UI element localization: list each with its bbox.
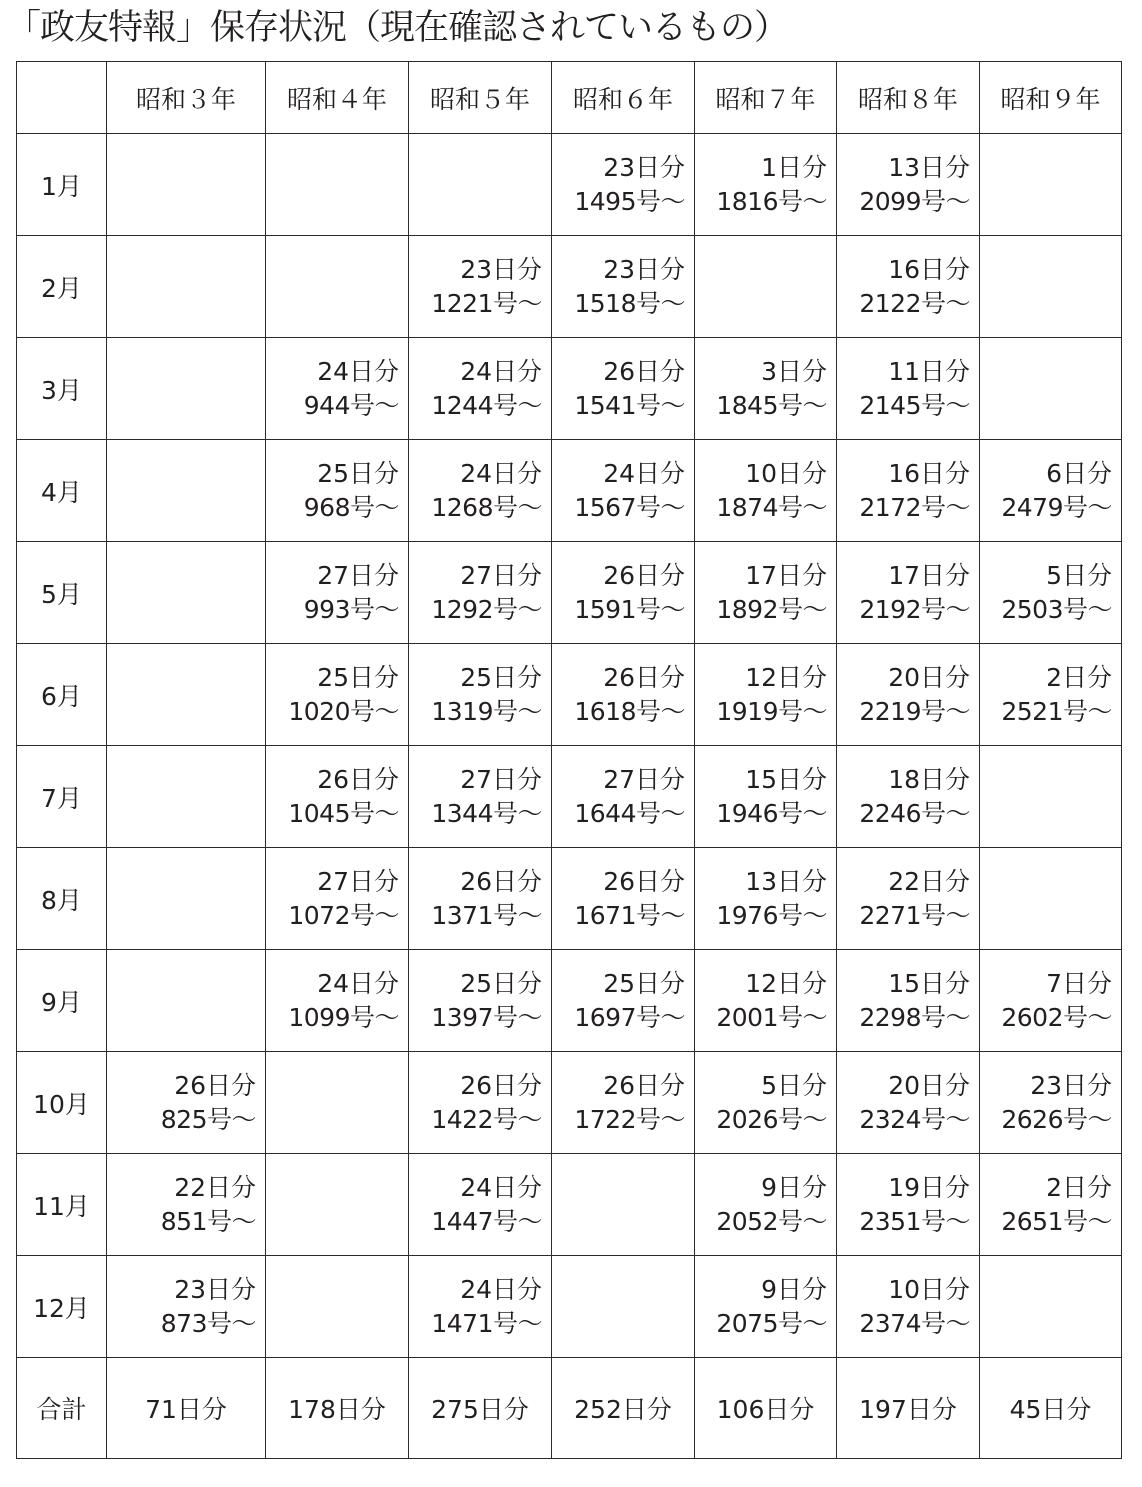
table-row: [17, 338, 1122, 440]
table-cell: [552, 134, 695, 236]
table-cell: [695, 1256, 837, 1358]
year-header-showa-5: 昭和５年: [409, 62, 552, 134]
days-count: 10日分: [888, 1274, 970, 1304]
table-cell: [837, 236, 980, 338]
days-count: 5日分: [761, 1070, 827, 1100]
days-count: 26日分: [317, 764, 399, 794]
days-count: 26日分: [603, 662, 685, 692]
days-count: 27日分: [317, 866, 399, 896]
days-count: 26日分: [603, 866, 685, 896]
issue-number: 2246号〜: [859, 798, 970, 828]
year-header-showa-7: 昭和７年: [695, 62, 837, 134]
table-cell: [695, 848, 837, 950]
days-count: 27日分: [460, 764, 542, 794]
table-cell: [266, 440, 409, 542]
issue-number: 2219号〜: [859, 696, 970, 726]
corner-cell: [17, 62, 107, 134]
days-count: 24日分: [460, 1274, 542, 1304]
total-showa-9: 45日分: [980, 1358, 1122, 1459]
days-count: 27日分: [603, 764, 685, 794]
month-label: 5月: [17, 542, 107, 644]
table-row: [17, 440, 1122, 542]
table-cell: [980, 542, 1122, 644]
issue-number: 1422号〜: [431, 1104, 542, 1134]
header-row: [17, 62, 1122, 134]
issue-number: 1976号〜: [716, 900, 827, 930]
days-count: 3日分: [761, 356, 827, 386]
table-cell: [552, 236, 695, 338]
table-row: [17, 644, 1122, 746]
days-count: 27日分: [317, 560, 399, 590]
year-header-showa-3: 昭和３年: [107, 62, 266, 134]
issue-number: 2503号〜: [1001, 594, 1112, 624]
issue-number: 2172号〜: [859, 492, 970, 522]
table-cell: [552, 338, 695, 440]
days-count: 23日分: [174, 1274, 256, 1304]
issue-number: 1292号〜: [431, 594, 542, 624]
month-label: 12月: [17, 1256, 107, 1358]
total-showa-8: 197日分: [837, 1358, 980, 1459]
table-cell: [695, 236, 837, 338]
days-count: 7日分: [1046, 968, 1112, 998]
days-count: 6日分: [1046, 458, 1112, 488]
total-showa-3: 71日分: [107, 1358, 266, 1459]
table-cell: [107, 542, 266, 644]
days-count: 15日分: [888, 968, 970, 998]
table-cell: [409, 950, 552, 1052]
year-header-showa-9: 昭和９年: [980, 62, 1122, 134]
table-cell: [837, 440, 980, 542]
table-cell: [107, 1052, 266, 1154]
month-label: 11月: [17, 1154, 107, 1256]
total-showa-6: 252日分: [552, 1358, 695, 1459]
days-count: 26日分: [603, 560, 685, 590]
table-row: [17, 746, 1122, 848]
table-cell: [552, 542, 695, 644]
table-cell: [266, 542, 409, 644]
table-cell: [107, 1256, 266, 1358]
total-showa-4: 178日分: [266, 1358, 409, 1459]
table-cell: [980, 848, 1122, 950]
table-row: [17, 950, 1122, 1052]
issue-number: 1447号〜: [431, 1206, 542, 1236]
issue-number: 1618号〜: [574, 696, 685, 726]
table-cell: [107, 848, 266, 950]
issue-number: 1397号〜: [431, 1002, 542, 1032]
issue-number: 1495号〜: [574, 186, 685, 216]
issue-number: 993号〜: [303, 594, 399, 624]
days-count: 17日分: [745, 560, 827, 590]
table-cell: [980, 1154, 1122, 1256]
days-count: 2日分: [1046, 1172, 1112, 1202]
table-cell: [409, 644, 552, 746]
days-count: 11日分: [888, 356, 970, 386]
issue-number: 1541号〜: [574, 390, 685, 420]
table-cell: [266, 746, 409, 848]
days-count: 1日分: [761, 152, 827, 182]
issue-number: 944号〜: [303, 390, 399, 420]
days-count: 24日分: [460, 1172, 542, 1202]
days-count: 26日分: [603, 1070, 685, 1100]
issue-number: 1072号〜: [288, 900, 399, 930]
table-cell: [837, 848, 980, 950]
days-count: 25日分: [603, 968, 685, 998]
table-cell: [409, 134, 552, 236]
issue-number: 2651号〜: [1001, 1206, 1112, 1236]
issue-number: 1697号〜: [574, 1002, 685, 1032]
issue-number: 1644号〜: [574, 798, 685, 828]
days-count: 15日分: [745, 764, 827, 794]
issue-number: 825号〜: [160, 1104, 256, 1134]
table-cell: [409, 542, 552, 644]
table-cell: [837, 1154, 980, 1256]
issue-number: 2374号〜: [859, 1308, 970, 1338]
table-cell: [695, 950, 837, 1052]
days-count: 24日分: [460, 356, 542, 386]
table-cell: [552, 440, 695, 542]
days-count: 19日分: [888, 1172, 970, 1202]
table-row: [17, 1154, 1122, 1256]
issue-number: 2521号〜: [1001, 696, 1112, 726]
table-cell: [266, 338, 409, 440]
table-cell: [552, 1052, 695, 1154]
table-cell: [266, 1052, 409, 1154]
table-cell: [552, 746, 695, 848]
table-cell: [695, 134, 837, 236]
days-count: 12日分: [745, 968, 827, 998]
table-cell: [695, 1052, 837, 1154]
table-cell: [266, 1256, 409, 1358]
issue-number: 1221号〜: [431, 288, 542, 318]
table-cell: [107, 746, 266, 848]
table-cell: [980, 338, 1122, 440]
table-cell: [837, 134, 980, 236]
days-count: 12日分: [745, 662, 827, 692]
table-cell: [980, 746, 1122, 848]
issue-number: 2479号〜: [1001, 492, 1112, 522]
issue-number: 1816号〜: [716, 186, 827, 216]
issue-number: 2271号〜: [859, 900, 970, 930]
table-cell: [980, 1052, 1122, 1154]
issue-number: 2602号〜: [1001, 1002, 1112, 1032]
issue-number: 1874号〜: [716, 492, 827, 522]
table-cell: [980, 950, 1122, 1052]
issue-number: 2122号〜: [859, 288, 970, 318]
days-count: 24日分: [317, 968, 399, 998]
table-cell: [552, 644, 695, 746]
issue-number: 2001号〜: [716, 1002, 827, 1032]
days-count: 9日分: [761, 1274, 827, 1304]
table-cell: [552, 950, 695, 1052]
issue-number: 1045号〜: [288, 798, 399, 828]
issue-number: 1518号〜: [574, 288, 685, 318]
table-cell: [980, 644, 1122, 746]
table-row: [17, 848, 1122, 950]
year-header-showa-4: 昭和４年: [266, 62, 409, 134]
table-cell: [409, 848, 552, 950]
table-cell: [695, 746, 837, 848]
days-count: 24日分: [603, 458, 685, 488]
table-cell: [409, 1154, 552, 1256]
days-count: 10日分: [745, 458, 827, 488]
days-count: 23日分: [460, 254, 542, 284]
issue-number: 1671号〜: [574, 900, 685, 930]
table-cell: [695, 1154, 837, 1256]
table-cell: [107, 236, 266, 338]
table-cell: [552, 1256, 695, 1358]
table-cell: [107, 1154, 266, 1256]
issue-number: 2026号〜: [716, 1104, 827, 1134]
month-label: 6月: [17, 644, 107, 746]
month-label: 3月: [17, 338, 107, 440]
issue-number: 968号〜: [303, 492, 399, 522]
days-count: 23日分: [603, 152, 685, 182]
issue-number: 1845号〜: [716, 390, 827, 420]
preservation-table: [16, 61, 1122, 1459]
days-count: 17日分: [888, 560, 970, 590]
days-count: 26日分: [603, 356, 685, 386]
days-count: 25日分: [460, 968, 542, 998]
month-label: 7月: [17, 746, 107, 848]
total-showa-5: 275日分: [409, 1358, 552, 1459]
issue-number: 1319号〜: [431, 696, 542, 726]
issue-number: 851号〜: [160, 1206, 256, 1236]
issue-number: 1567号〜: [574, 492, 685, 522]
days-count: 24日分: [317, 356, 399, 386]
days-count: 5日分: [1046, 560, 1112, 590]
days-count: 25日分: [317, 458, 399, 488]
table-cell: [409, 338, 552, 440]
table-cell: [107, 134, 266, 236]
total-showa-7: 106日分: [695, 1358, 837, 1459]
table-cell: [409, 746, 552, 848]
year-header-showa-8: 昭和８年: [837, 62, 980, 134]
days-count: 24日分: [460, 458, 542, 488]
month-label: 10月: [17, 1052, 107, 1154]
days-count: 26日分: [460, 1070, 542, 1100]
days-count: 16日分: [888, 458, 970, 488]
table-cell: [980, 1256, 1122, 1358]
issue-number: 1099号〜: [288, 1002, 399, 1032]
year-header-showa-6: 昭和６年: [552, 62, 695, 134]
days-count: 23日分: [603, 254, 685, 284]
month-label: 4月: [17, 440, 107, 542]
issue-number: 2298号〜: [859, 1002, 970, 1032]
table-cell: [980, 440, 1122, 542]
issue-number: 2099号〜: [859, 186, 970, 216]
days-count: 16日分: [888, 254, 970, 284]
issue-number: 1591号〜: [574, 594, 685, 624]
issue-number: 1244号〜: [431, 390, 542, 420]
days-count: 2日分: [1046, 662, 1112, 692]
days-count: 26日分: [460, 866, 542, 896]
issue-number: 2351号〜: [859, 1206, 970, 1236]
table-cell: [695, 338, 837, 440]
table-cell: [107, 338, 266, 440]
total-label: 合計: [17, 1358, 107, 1459]
table-body: [17, 134, 1122, 1358]
issue-number: 1919号〜: [716, 696, 827, 726]
table-cell: [695, 644, 837, 746]
issue-number: 2075号〜: [716, 1308, 827, 1338]
issue-number: 2626号〜: [1001, 1104, 1112, 1134]
issue-number: 1268号〜: [431, 492, 542, 522]
table-cell: [837, 1052, 980, 1154]
table-cell: [837, 542, 980, 644]
table-cell: [980, 134, 1122, 236]
table-cell: [837, 338, 980, 440]
days-count: 27日分: [460, 560, 542, 590]
days-count: 9日分: [761, 1172, 827, 1202]
table-cell: [980, 236, 1122, 338]
issue-number: 1471号〜: [431, 1308, 542, 1338]
table-cell: [409, 440, 552, 542]
table-cell: [107, 950, 266, 1052]
month-label: 2月: [17, 236, 107, 338]
issue-number: 873号〜: [160, 1308, 256, 1338]
table-cell: [266, 1154, 409, 1256]
issue-number: 1020号〜: [288, 696, 399, 726]
days-count: 20日分: [888, 662, 970, 692]
issue-number: 1344号〜: [431, 798, 542, 828]
days-count: 13日分: [745, 866, 827, 896]
issue-number: 1722号〜: [574, 1104, 685, 1134]
table-cell: [409, 236, 552, 338]
days-count: 22日分: [174, 1172, 256, 1202]
month-label: 1月: [17, 134, 107, 236]
days-count: 25日分: [317, 662, 399, 692]
days-count: 25日分: [460, 662, 542, 692]
table-cell: [695, 440, 837, 542]
table-cell: [552, 848, 695, 950]
table-row: [17, 1256, 1122, 1358]
table-cell: [695, 542, 837, 644]
table-cell: [552, 1154, 695, 1256]
days-count: 23日分: [1030, 1070, 1112, 1100]
table-cell: [409, 1256, 552, 1358]
days-count: 22日分: [888, 866, 970, 896]
table-cell: [266, 236, 409, 338]
table-cell: [266, 644, 409, 746]
table-cell: [837, 746, 980, 848]
days-count: 26日分: [174, 1070, 256, 1100]
table-cell: [266, 848, 409, 950]
issue-number: 2324号〜: [859, 1104, 970, 1134]
table-cell: [409, 1052, 552, 1154]
table-row: [17, 542, 1122, 644]
table-cell: [837, 950, 980, 1052]
days-count: 20日分: [888, 1070, 970, 1100]
days-count: 13日分: [888, 152, 970, 182]
page-title: 「政友特報」保存状況（現在確認されているもの）: [6, 8, 789, 48]
month-label: 9月: [17, 950, 107, 1052]
table-cell: [107, 644, 266, 746]
total-row: [17, 1358, 1122, 1459]
table-cell: [266, 134, 409, 236]
issue-number: 1371号〜: [431, 900, 542, 930]
table-cell: [266, 950, 409, 1052]
issue-number: 2192号〜: [859, 594, 970, 624]
issue-number: 1946号〜: [716, 798, 827, 828]
issue-number: 2052号〜: [716, 1206, 827, 1236]
table-cell: [107, 440, 266, 542]
table-row: [17, 134, 1122, 236]
table-row: [17, 1052, 1122, 1154]
month-label: 8月: [17, 848, 107, 950]
issue-number: 1892号〜: [716, 594, 827, 624]
days-count: 18日分: [888, 764, 970, 794]
table-cell: [837, 644, 980, 746]
issue-number: 2145号〜: [859, 390, 970, 420]
table-cell: [837, 1256, 980, 1358]
table-row: [17, 236, 1122, 338]
